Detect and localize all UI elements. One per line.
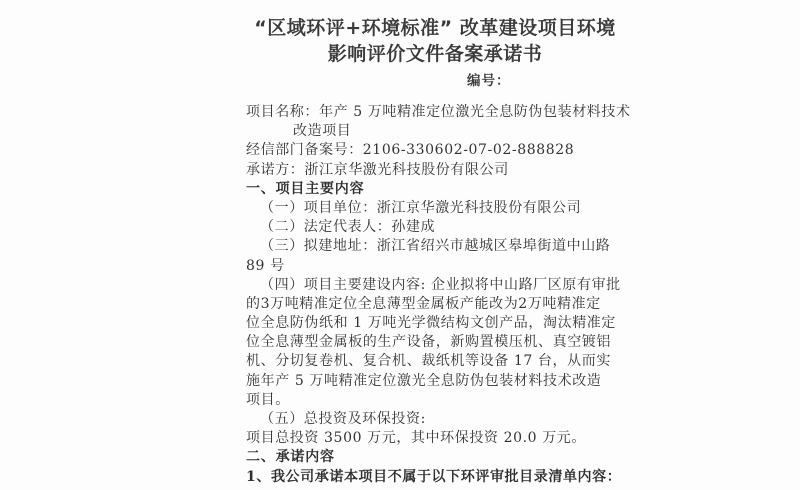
- section1-item-3-address-line-2: 89 号: [246, 257, 285, 274]
- section1-item-4-construction-content-line-5: 机、分切复卷机、复合机、裁纸机等设备 17 台，从而实: [246, 353, 611, 370]
- section2-item-1-commitment: 1、我公司承诺本项目不属于以下环评审批目录清单内容：: [246, 468, 622, 485]
- document-title-line-2: 影响评价文件备案承诺书: [327, 43, 543, 65]
- section1-item-5-investment-detail: 项目总投资 3500 万元，其中环保投资 20.0 万元。: [246, 430, 587, 447]
- section1-item-4-construction-content-line-3: 位全息防伪纸和 1 万吨光学微结构文创产品，淘汰精准定: [246, 315, 617, 332]
- document-content-column: [246, 0, 631, 487]
- section1-item-4-construction-content-line-7: 项目。: [246, 391, 290, 408]
- section1-item-3-address-line-1: （三）拟建地址：浙江省绍兴市越城区皋埠街道中山路: [260, 238, 611, 255]
- serial-number-label: 编号：: [467, 73, 511, 89]
- section1-item-4-construction-content-line-6: 施年产 5 万吨精准定位激光全息防伪包装材料技术改造: [246, 372, 602, 389]
- field-project-name-line-1: 项目名称：年产 5 万吨精准定位激光全息防伪包装材料技术: [246, 104, 631, 120]
- document-body: [246, 103, 631, 487]
- serial-number-row: [246, 73, 624, 89]
- section1-item-4-construction-content-line-1: （四）项目主要建设内容: 企业拟将中山路厂区原有审批: [260, 276, 621, 293]
- section1-item-1-project-unit: （一）项目单位：浙江京华激光科技股份有限公司: [260, 199, 582, 216]
- section1-item-4-construction-content-line-2: 的3万吨精准定位全息薄型金属板产能改为2万吨精准定: [246, 295, 601, 312]
- field-record-number: 经信部门备案号：2106-330602-07-02-888828: [246, 142, 575, 159]
- document-title-line-1: “区域环评+环境标准” 改革建设项目环境: [254, 17, 616, 39]
- section2-heading: 二、承诺内容: [246, 449, 335, 466]
- section1-item-2-legal-representative: （二）法定代表人：孙建成: [260, 219, 436, 236]
- field-project-name-line-2: 改造项目: [293, 123, 352, 140]
- section1-heading: 一、项目主要内容: [246, 180, 365, 197]
- section1-item-5-investment-heading: （五）总投资及环保投资:: [260, 411, 426, 427]
- section1-item-4-construction-content-line-4: 位全息薄型金属板的生产设备，新购置模压机、真空镀铝: [246, 334, 611, 351]
- document-title: [246, 15, 624, 67]
- field-promisor: 承诺方：浙江京华激光科技股份有限公司: [246, 161, 509, 178]
